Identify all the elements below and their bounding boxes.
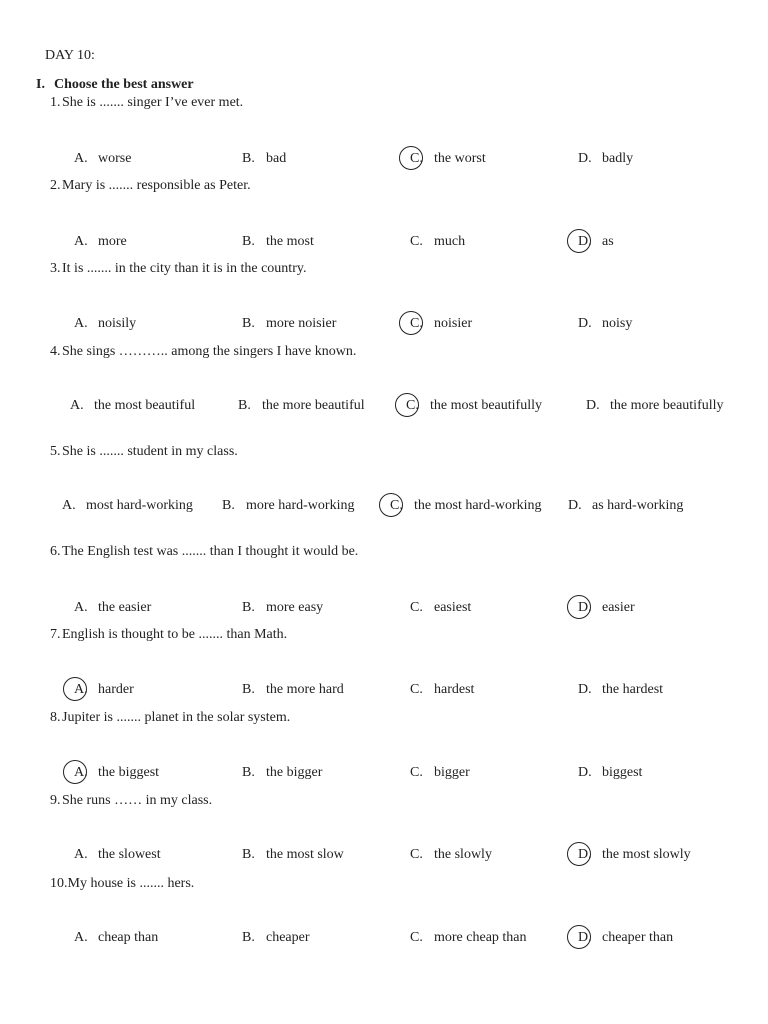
option-letter [578,599,602,617]
q1-option-c[interactable] [410,150,570,168]
option-text: the most slowly [602,847,691,862]
option-letter-text: B. [222,498,235,513]
option-letter [578,929,602,947]
option-letter [410,929,434,947]
option-letter-text: A. [62,498,76,513]
question-number: 2. [50,178,61,193]
question-text: My house is ....... hers. [67,876,195,891]
q10-option-d[interactable] [578,929,748,947]
question-number: 8. [50,710,61,725]
question-text: She runs …… in my class. [62,793,213,808]
option-letter [410,150,434,168]
option-text: the more hard [266,682,344,697]
option-letter [568,497,592,515]
option-letter [586,397,610,415]
option-letter [578,233,602,251]
q3-option-c[interactable] [410,315,570,333]
option-letter [74,764,98,782]
section-number: I. [36,77,45,92]
option-letter [74,315,98,333]
option-letter [74,681,98,699]
q6-option-d[interactable] [578,599,748,617]
option-letter-text: C. [410,930,423,945]
q8-option-c[interactable] [410,764,570,782]
option-text: noisy [602,316,633,331]
option-text: the biggest [98,765,160,780]
option-text: most hard-working [86,498,193,513]
q7-option-d[interactable] [578,681,748,699]
option-letter [390,497,414,515]
q6-option-c[interactable] [410,599,570,617]
option-text: much [434,234,466,249]
option-letter-text: A. [74,151,88,166]
option-letter-text: C. [410,234,423,249]
q3-option-b[interactable] [242,315,402,333]
q10-option-c[interactable] [410,929,570,947]
answer-circle-mark [567,842,591,866]
q5-option-a[interactable] [62,497,202,515]
option-letter [70,397,94,415]
question-number: 3. [50,261,61,276]
question-7 [50,626,287,644]
option-letter-text: A. [74,765,88,780]
question-2 [50,177,251,195]
option-text: worse [98,151,132,166]
q8-option-a[interactable] [74,764,234,782]
option-letter [242,929,266,947]
q5-option-d[interactable] [568,497,698,515]
option-letter [238,397,262,415]
option-letter [74,150,98,168]
question-text: The English test was ....... than I thought it would be. [62,544,359,559]
option-letter-text: D. [586,398,600,413]
option-letter-text: D. [578,151,592,166]
option-text: more noisier [266,316,337,331]
question-text: Jupiter is ....... planet in the solar system. [62,710,291,725]
q8-option-b[interactable] [242,764,402,782]
q9-option-a[interactable] [74,846,234,864]
q6-option-a[interactable] [74,599,234,617]
option-letter-text: D. [578,930,592,945]
option-text: the slowly [434,847,492,862]
option-letter [74,846,98,864]
q5-option-c[interactable] [390,497,550,515]
option-text: as [602,234,614,249]
question-number: 7. [50,627,61,642]
question-number: 9. [50,793,61,808]
option-text: the bigger [266,765,323,780]
option-letter-text: B. [242,765,255,780]
option-letter [74,599,98,617]
section-heading [36,76,194,94]
question-number: 10. [50,876,68,891]
option-letter [406,397,430,415]
answer-circle-mark [567,229,591,253]
q3-option-a[interactable] [74,315,234,333]
option-letter-text: D. [578,765,592,780]
option-letter-text: C. [410,847,423,862]
question-number: 5. [50,444,61,459]
option-text: the worst [434,151,486,166]
question-5 [50,443,238,461]
option-letter-text: B. [242,930,255,945]
question-text: She is ....... student in my class. [62,444,238,459]
option-letter [410,681,434,699]
option-text: badly [602,151,634,166]
question-4 [50,343,356,361]
option-letter [578,315,602,333]
option-letter-text: B. [242,682,255,697]
option-text: the easier [98,600,152,615]
question-text: English is thought to be ....... than Math. [62,627,288,642]
option-letter-text: D. [578,234,592,249]
question-6 [50,543,358,561]
answer-circle-mark [399,146,423,170]
option-text: the most slow [266,847,344,862]
option-letter-text: C. [410,151,423,166]
option-letter [410,233,434,251]
option-text: easiest [434,600,472,615]
option-letter [242,599,266,617]
option-text: more [98,234,127,249]
option-letter [410,599,434,617]
option-letter [242,150,266,168]
option-letter-text: A. [74,234,88,249]
option-letter-text: D. [578,316,592,331]
option-text: the most hard-working [414,498,542,513]
q4-option-c[interactable] [406,397,556,415]
option-letter [578,681,602,699]
option-text: cheaper [266,930,310,945]
answer-circle-mark [567,925,591,949]
q8-option-d[interactable] [578,764,748,782]
q2-option-b[interactable] [242,233,402,251]
q4-option-b[interactable] [238,397,373,415]
option-letter-text: C. [410,316,423,331]
option-letter-text: C. [406,398,419,413]
option-letter [578,846,602,864]
option-text: the most [266,234,314,249]
question-text: She sings ……….. among the singers I have known. [62,344,357,359]
option-text: more cheap than [434,930,527,945]
q10-option-b[interactable] [242,929,402,947]
q5-option-b[interactable] [222,497,362,515]
option-text: the hardest [602,682,664,697]
q7-option-a[interactable] [74,681,234,699]
option-letter [578,764,602,782]
q1-option-a[interactable] [74,150,234,168]
day-header: DAY 10: [45,48,95,63]
option-text: the most beautiful [94,398,196,413]
option-letter [242,846,266,864]
option-text: cheap than [98,930,159,945]
question-number: 1. [50,95,61,110]
option-letter-text: D. [578,847,592,862]
option-letter-text: B. [238,398,251,413]
question-10 [50,875,194,893]
option-text: hardest [434,682,475,697]
option-letter-text: A. [74,316,88,331]
question-number: 4. [50,344,61,359]
q9-option-c[interactable] [410,846,570,864]
q9-option-b[interactable] [242,846,402,864]
option-text: bad [266,151,287,166]
q7-option-b[interactable] [242,681,402,699]
answer-circle-mark [395,393,419,417]
option-letter-text: C. [390,498,403,513]
option-text: the more beautifully [610,398,724,413]
option-letter [74,233,98,251]
option-text: easier [602,600,635,615]
option-letter-text: C. [410,765,423,780]
question-text: She is ....... singer I’ve ever met. [62,95,244,110]
q3-option-d[interactable] [578,315,748,333]
option-letter-text: D. [578,682,592,697]
q2-option-d[interactable] [578,233,748,251]
q4-option-d[interactable] [586,397,746,415]
option-text: cheaper than [602,930,674,945]
question-9 [50,792,212,810]
option-letter [242,681,266,699]
option-letter [74,929,98,947]
question-number: 6. [50,544,61,559]
question-3 [50,260,306,278]
option-letter-text: C. [410,600,423,615]
q6-option-b[interactable] [242,599,402,617]
option-letter [410,764,434,782]
option-letter [242,233,266,251]
option-letter [578,150,602,168]
option-letter [242,315,266,333]
option-text: more easy [266,600,324,615]
q1-option-b[interactable] [242,150,402,168]
option-text: the more beautiful [262,398,365,413]
option-text: biggest [602,765,643,780]
question-text: Mary is ....... responsible as Peter. [62,178,251,193]
option-text: as hard-working [592,498,684,513]
option-letter-text: A. [74,682,88,697]
option-text: noisily [98,316,137,331]
answer-circle-mark [63,677,87,701]
answer-circle-mark [379,493,403,517]
answer-circle-mark [399,311,423,335]
q1-option-d[interactable] [578,150,748,168]
option-letter-text: B. [242,316,255,331]
option-letter-text: A. [74,847,88,862]
option-letter-text: B. [242,847,255,862]
option-letter-text: B. [242,600,255,615]
option-letter-text: D. [578,600,592,615]
question-1 [50,94,243,112]
option-letter-text: B. [242,234,255,249]
q10-option-a[interactable] [74,929,234,947]
option-letter-text: C. [410,682,423,697]
answer-circle-mark [63,760,87,784]
option-letter [410,315,434,333]
option-text: bigger [434,765,470,780]
answer-circle-mark [567,595,591,619]
option-text: more hard-working [246,498,355,513]
option-letter-text: A. [74,930,88,945]
q7-option-c[interactable] [410,681,570,699]
option-text: the most beautifully [430,398,542,413]
q9-option-d[interactable] [578,846,748,864]
q2-option-c[interactable] [410,233,570,251]
option-text: noisier [434,316,473,331]
option-letter [62,497,86,515]
option-text: the slowest [98,847,161,862]
section-title: Choose the best answer [54,77,194,92]
question-8 [50,709,290,727]
option-letter-text: D. [568,498,582,513]
option-text: harder [98,682,134,697]
option-letter [242,764,266,782]
question-text: It is ....... in the city than it is in the country. [62,261,307,276]
q2-option-a[interactable] [74,233,234,251]
option-letter [410,846,434,864]
option-letter-text: A. [70,398,84,413]
option-letter-text: A. [74,600,88,615]
option-letter-text: B. [242,151,255,166]
option-letter [222,497,246,515]
q4-option-a[interactable] [70,397,210,415]
